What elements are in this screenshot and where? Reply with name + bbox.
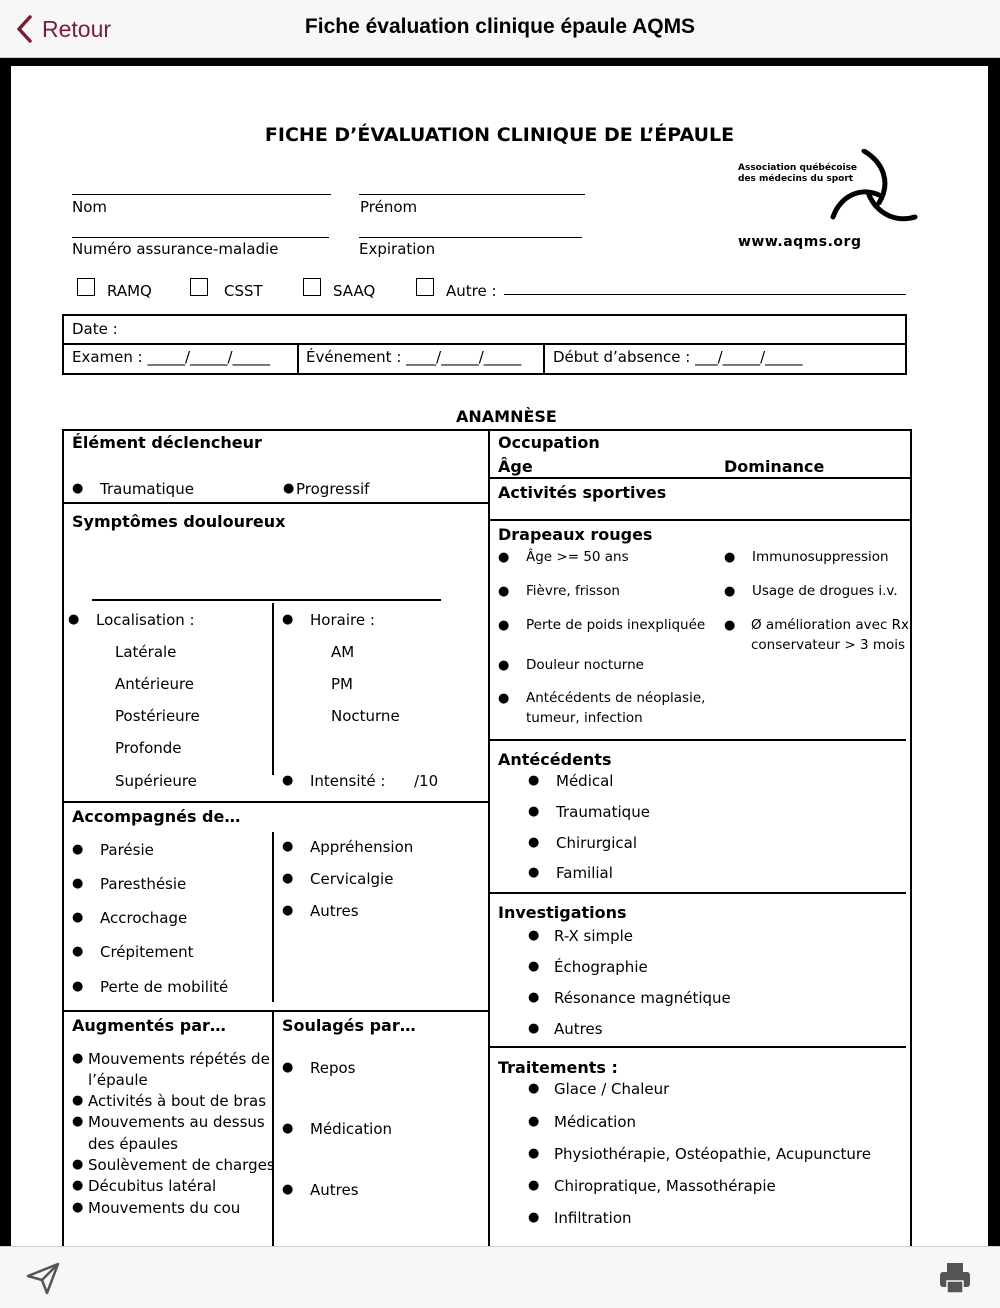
activites-divider bbox=[488, 519, 912, 521]
back-label: Retour bbox=[42, 15, 112, 42]
nom-label: Nom bbox=[72, 198, 108, 216]
checkbox-ramq[interactable] bbox=[77, 278, 95, 296]
bullet: ● bbox=[498, 691, 510, 706]
augmentes-title: Augmentés par… bbox=[72, 1016, 226, 1035]
loc-anterieure: Antérieure bbox=[115, 675, 195, 693]
expiration-line bbox=[359, 237, 582, 238]
bullet: ● bbox=[72, 1178, 84, 1193]
intensite-scale: /10 bbox=[414, 772, 439, 790]
bullet: ● bbox=[528, 835, 540, 850]
flag-immuno: Immunosuppression bbox=[752, 549, 889, 565]
activites-label: Activités sportives bbox=[498, 483, 667, 502]
accomp-autres: Autres bbox=[310, 902, 359, 920]
horaire-label: Horaire : bbox=[310, 611, 375, 629]
document-page[interactable] bbox=[11, 66, 988, 1246]
occupation-divider bbox=[488, 477, 912, 479]
inv-echo: Échographie bbox=[554, 958, 648, 976]
hor-nocturne: Nocturne bbox=[331, 707, 400, 725]
investigations-divider bbox=[488, 1046, 906, 1048]
soul-autres: Autres bbox=[310, 1181, 359, 1199]
bullet: ● bbox=[72, 1157, 84, 1172]
send-button[interactable] bbox=[26, 1261, 60, 1295]
bullet: ● bbox=[528, 1114, 540, 1129]
bullet: ● bbox=[498, 618, 510, 633]
saaq-label: SAAQ bbox=[333, 282, 376, 300]
bullet: ● bbox=[528, 1081, 540, 1096]
bullet: ● bbox=[498, 658, 510, 673]
accomp-crepitement: Crépitement bbox=[100, 943, 194, 961]
loc-posterieure: Postérieure bbox=[115, 707, 200, 725]
declencheur-divider bbox=[62, 502, 490, 504]
bullet: ● bbox=[724, 550, 736, 565]
accomp-accrochage: Accrochage bbox=[100, 909, 188, 927]
drapeaux-title: Drapeaux rouges bbox=[498, 525, 653, 544]
accomp-apprehension: Appréhension bbox=[310, 838, 414, 856]
aqms-logo-icon bbox=[829, 149, 921, 225]
paper-plane-icon bbox=[26, 1261, 60, 1295]
accompagnes-col-divider bbox=[272, 832, 274, 1002]
bullet: ● bbox=[528, 804, 540, 819]
bullet: ● bbox=[528, 990, 540, 1005]
symptomes-divider bbox=[62, 801, 490, 803]
ant-chirurgical: Chirurgical bbox=[556, 834, 638, 852]
document-title: FICHE D’ÉVALUATION CLINIQUE DE L’ÉPAULE bbox=[264, 124, 735, 146]
checkbox-csst[interactable] bbox=[190, 278, 208, 296]
checkbox-autre[interactable] bbox=[416, 278, 434, 296]
loc-superieure: Supérieure bbox=[115, 772, 197, 790]
csst-label: CSST bbox=[224, 282, 263, 300]
date-label: Date : bbox=[72, 320, 118, 338]
flag-drogues: Usage de drogues i.v. bbox=[752, 583, 898, 599]
progressif-option: Progressif bbox=[296, 480, 370, 498]
trt-medication: Médication bbox=[554, 1113, 637, 1131]
accomp-perte-mobilite: Perte de mobilité bbox=[100, 978, 229, 996]
loc-profonde: Profonde bbox=[115, 739, 182, 757]
bullet: ● bbox=[724, 618, 736, 633]
ant-medical: Médical bbox=[556, 772, 614, 790]
nam-line bbox=[72, 237, 329, 238]
bullet: ● bbox=[72, 1200, 84, 1215]
soul-medication: Médication bbox=[310, 1120, 393, 1138]
bullet: ● bbox=[68, 612, 80, 627]
logo-url: www.aqms.org bbox=[738, 234, 862, 250]
bullet: ● bbox=[72, 481, 84, 496]
bullet: ● bbox=[72, 1114, 84, 1129]
autre-line bbox=[504, 294, 906, 295]
flag-amelioration-2: conservateur > 3 mois bbox=[751, 637, 906, 653]
bullet: ● bbox=[724, 584, 736, 599]
antecedents-divider bbox=[488, 892, 906, 894]
localisation-label: Localisation : bbox=[96, 611, 195, 629]
aug-soul-col-divider bbox=[272, 1010, 274, 1246]
bullet: ● bbox=[528, 773, 540, 788]
bullet: ● bbox=[72, 876, 84, 891]
nam-label: Numéro assurance-maladie bbox=[72, 240, 279, 258]
checkbox-saaq[interactable] bbox=[303, 278, 321, 296]
accompagnes-title: Accompagnés de… bbox=[72, 807, 241, 826]
prenom-line bbox=[359, 194, 585, 195]
expiration-label: Expiration bbox=[359, 240, 436, 258]
declencheur-title: Élément déclencheur bbox=[72, 433, 262, 452]
dates-divider bbox=[62, 343, 907, 345]
flag-fievre: Fièvre, frisson bbox=[526, 583, 620, 599]
inv-irm: Résonance magnétique bbox=[554, 989, 731, 1007]
bullet: ● bbox=[282, 773, 294, 788]
autre-label: Autre : bbox=[446, 282, 497, 300]
loc-laterale: Latérale bbox=[115, 643, 177, 661]
soulages-title: Soulagés par… bbox=[282, 1016, 416, 1035]
aug-item-3b: des épaules bbox=[88, 1135, 178, 1153]
bullet: ● bbox=[282, 1060, 294, 1075]
bullet: ● bbox=[528, 1021, 540, 1036]
bullet: ● bbox=[282, 1121, 294, 1136]
antecedents-title: Antécédents bbox=[498, 750, 612, 769]
aug-item-5: Décubitus latéral bbox=[88, 1177, 217, 1195]
grid-left bbox=[62, 429, 64, 1246]
bullet: ● bbox=[498, 584, 510, 599]
bullet: ● bbox=[72, 842, 84, 857]
inv-autres: Autres bbox=[554, 1020, 603, 1038]
aug-item-1b: l’épaule bbox=[88, 1071, 148, 1089]
symptomes-write-line bbox=[92, 599, 441, 601]
inv-rx: R-X simple bbox=[554, 927, 634, 945]
bullet: ● bbox=[528, 1146, 540, 1161]
soul-repos: Repos bbox=[310, 1059, 356, 1077]
bullet: ● bbox=[528, 1210, 540, 1225]
evenement-field: Événement : ____/_____/_____ bbox=[306, 348, 522, 366]
bullet: ● bbox=[282, 1182, 294, 1197]
symptomes-title: Symptômes douloureux bbox=[72, 512, 286, 531]
accomp-paresie: Parésie bbox=[100, 841, 154, 859]
bullet: ● bbox=[528, 865, 540, 880]
aug-item-3: Mouvements au dessus bbox=[88, 1113, 265, 1131]
bullet: ● bbox=[72, 1051, 84, 1066]
bullet: ● bbox=[282, 903, 294, 918]
bullet: ● bbox=[282, 612, 294, 627]
absence-field: Début d’absence : ___/_____/_____ bbox=[553, 348, 803, 366]
bullet: ● bbox=[528, 1178, 540, 1193]
examen-field: Examen : _____/_____/_____ bbox=[72, 348, 271, 366]
aug-item-1: Mouvements répétés de bbox=[88, 1050, 270, 1068]
ant-traumatique: Traumatique bbox=[556, 803, 650, 821]
bullet: ● bbox=[528, 928, 540, 943]
flag-age: Âge >= 50 ans bbox=[526, 549, 629, 565]
investigations-title: Investigations bbox=[498, 903, 627, 922]
anamnese-heading: ANAMNÈSE bbox=[456, 407, 557, 426]
bullet: ● bbox=[72, 944, 84, 959]
age-label: Âge bbox=[498, 457, 533, 476]
logo-text: Association québécoise des médecins du sport bbox=[738, 163, 858, 184]
printer-icon bbox=[938, 1261, 972, 1295]
bullet: ● bbox=[72, 979, 84, 994]
nom-line bbox=[72, 194, 331, 195]
accompagnes-divider bbox=[62, 1010, 490, 1012]
accomp-cervicalgie: Cervicalgie bbox=[310, 870, 394, 888]
flag-perte-poids: Perte de poids inexpliquée bbox=[526, 617, 706, 633]
hor-am: AM bbox=[331, 643, 355, 661]
dates-col-divider-2 bbox=[543, 343, 545, 375]
flag-amelioration: Ø amélioration avec Rx bbox=[751, 617, 910, 633]
flag-neoplasie: Antécédents de néoplasie, bbox=[526, 690, 706, 706]
grid-middle bbox=[488, 429, 490, 1246]
bullet: ● bbox=[282, 839, 294, 854]
intensite-label: Intensité : bbox=[310, 772, 386, 790]
trt-infiltration: Infiltration bbox=[554, 1209, 632, 1227]
aug-item-4: Soulèvement de charges bbox=[88, 1156, 275, 1174]
aug-item-2: Activités à bout de bras bbox=[88, 1092, 267, 1110]
symptomes-col-divider bbox=[272, 603, 274, 775]
trt-glace: Glace / Chaleur bbox=[554, 1080, 670, 1098]
grid-right bbox=[910, 429, 912, 1246]
navigation-bar bbox=[0, 0, 1000, 58]
trt-physio: Physiothérapie, Ostéopathie, Acupuncture bbox=[554, 1145, 871, 1163]
traumatique-option: Traumatique bbox=[100, 480, 194, 498]
bullet: ● bbox=[283, 481, 295, 496]
trt-chiro: Chiropratique, Massothérapie bbox=[554, 1177, 776, 1195]
nav-title: Fiche évaluation clinique épaule AQMS bbox=[304, 15, 696, 38]
bullet: ● bbox=[528, 959, 540, 974]
ant-familial: Familial bbox=[556, 864, 613, 882]
print-button[interactable] bbox=[938, 1261, 972, 1295]
bullet: ● bbox=[72, 1093, 84, 1108]
bullet: ● bbox=[282, 871, 294, 886]
prenom-label: Prénom bbox=[360, 198, 418, 216]
grid-top bbox=[62, 429, 912, 431]
flag-neoplasie-2: tumeur, infection bbox=[526, 710, 643, 726]
dates-col-divider-1 bbox=[297, 343, 299, 375]
hor-pm: PM bbox=[331, 675, 353, 693]
bullet: ● bbox=[498, 550, 510, 565]
traitements-title: Traitements : bbox=[498, 1058, 618, 1077]
dominance-label: Dominance bbox=[724, 457, 825, 476]
bottom-toolbar bbox=[0, 1246, 1000, 1308]
occupation-label: Occupation bbox=[498, 433, 600, 452]
bullet: ● bbox=[72, 910, 84, 925]
flag-douleur-nocturne: Douleur nocturne bbox=[526, 657, 644, 673]
ramq-label: RAMQ bbox=[107, 282, 152, 300]
drapeaux-divider bbox=[488, 739, 906, 741]
aug-item-6: Mouvements du cou bbox=[88, 1199, 241, 1217]
accomp-paresthesie: Paresthésie bbox=[100, 875, 187, 893]
